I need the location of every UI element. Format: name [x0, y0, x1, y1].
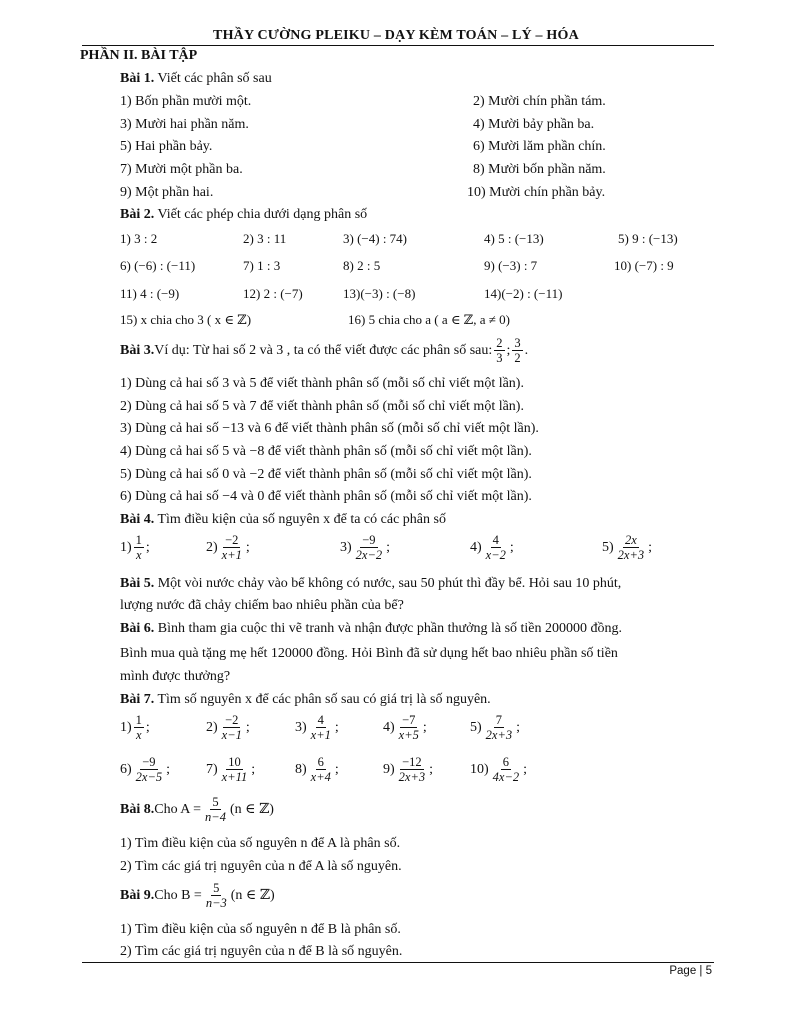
exercise-8-heading: Bài 8. Cho A = $\frac{5}{n-4}$ (n ∈ ℤ)	[120, 795, 274, 824]
list-item: 6) Mười lăm phần chín.	[473, 139, 606, 154]
list-item: 10) (−7) : 9	[614, 258, 674, 273]
list-item: 1) Bốn phần mười một.	[120, 94, 252, 109]
fraction-item: 1) $\frac{1}{x}$ ;	[120, 713, 150, 742]
page-number: Page | 5	[669, 965, 712, 977]
list-item: 4) 5 : (−13)	[484, 231, 544, 246]
list-item: 1) Dùng cả hai số 3 và 5 để viết thành phân số (mỗi số chỉ viết một lần).	[120, 376, 524, 391]
list-item: 7) Mười một phần ba.	[120, 162, 243, 177]
exercise-2-heading: Bài 2. Viết các phép chia dưới dạng phân số	[120, 207, 368, 222]
list-item: 16) 5 chia cho a ( a ∈ ℤ, a ≠ 0)	[348, 312, 510, 327]
fraction-item: 4) $\frac{-7}{x+5}$ ;	[383, 713, 427, 742]
footer-rule	[82, 962, 714, 963]
exercise-1-heading: Bài 1. Viết các phân số sau	[120, 71, 272, 86]
fraction: $\frac{2}{3}$	[496, 336, 503, 365]
list-item: 7) 1 : 3	[243, 258, 281, 273]
list-item: 12) 2 : (−7)	[243, 286, 303, 301]
list-item: 5) Hai phần bảy.	[120, 139, 213, 154]
list-item: 1) Tìm điều kiện của số nguyên n để A là phân số.	[120, 836, 401, 851]
fraction-item: 2) $\frac{-2}{x-1}$ ;	[206, 713, 250, 742]
fraction: $\frac{3}{2}$	[514, 336, 521, 365]
section-title: PHẦN II. BÀI TẬP	[80, 48, 198, 63]
list-item: 8) Mười bốn phần năm.	[473, 162, 606, 177]
list-item: 2) Tìm các giá trị nguyên của n để A là số nguyên.	[120, 859, 402, 874]
list-item: 9) Một phần hai.	[120, 185, 214, 200]
list-item: 3) Dùng cả hai số −13 và 6 để viết thành phân số (mỗi số chỉ viết một lần).	[120, 421, 539, 436]
list-item: 10) Mười chín phần bảy.	[467, 185, 606, 200]
fraction-item: 10) $\frac{6}{4x-2}$ ;	[470, 755, 528, 784]
exercise-4-heading: Bài 4. Tìm điều kiện của số nguyên x để ta có các phân số	[120, 512, 446, 527]
fraction-item: 7) $\frac{10}{x+11}$ ;	[206, 755, 256, 784]
list-item: 14)(−2) : (−11)	[484, 286, 563, 301]
list-item: 4) Mười bảy phần ba.	[473, 117, 595, 132]
list-item: 1) Tìm điều kiện của số nguyên n để B là phân số.	[120, 922, 401, 937]
fraction-item: 2) $\frac{-2}{x+1}$ ;	[206, 533, 250, 562]
list-item: 2) Tìm các giá trị nguyên của n để B là số nguyên.	[120, 944, 403, 959]
list-item: 5) Dùng cả hai số 0 và −2 để viết thành phân số (mỗi số chỉ viết một lần).	[120, 467, 532, 482]
list-item: 6) Dùng cả hai số −4 và 0 để viết thành phân số (mỗi số chỉ viết một lần).	[120, 489, 532, 504]
fraction-item: 5) $\frac{7}{2x+3}$ ;	[470, 713, 521, 742]
list-item: 4) Dùng cả hai số 5 và −8 để viết thành phân số (mỗi số chỉ viết một lần).	[120, 444, 532, 459]
fraction-item: 3) $\frac{-9}{2x-2}$ ;	[340, 533, 391, 562]
list-item: 6) (−6) : (−11)	[120, 258, 196, 273]
fraction-item: 9) $\frac{-12}{2x+3}$ ;	[383, 755, 434, 784]
exercise-5-line-1: Bài 5. Một vòi nước chảy vào bể không có nước, sau 50 phút thì đầy bể. Hỏi sau 10 phút,	[120, 576, 622, 591]
list-item: 5) 9 : (−13)	[618, 231, 678, 246]
list-item: 13)(−3) : (−8)	[343, 286, 416, 301]
exercise-5-line-2: lượng nước đã chảy chiếm bao nhiêu phần của bể?	[120, 598, 404, 613]
fraction-item: 1) $\frac{1}{x}$ ;	[120, 533, 150, 562]
list-item: 15) x chia cho 3 ( x ∈ ℤ)	[120, 312, 252, 327]
list-item: 9) (−3) : 7	[484, 258, 538, 273]
exercise-6-line-3: mình được thưởng?	[120, 669, 231, 684]
fraction-item: 4) $\frac{4}{x-2}$ ;	[470, 533, 514, 562]
list-item: 2) Dùng cả hai số 5 và 7 để viết thành phân số (mỗi số chỉ viết một lần).	[120, 399, 524, 414]
fraction-item: 6) $\frac{-9}{2x-5}$ ;	[120, 755, 171, 784]
list-item: 3) Mười hai phần năm.	[120, 117, 249, 132]
list-item: 1) 3 : 2	[120, 231, 158, 246]
page-header-title: THẦY CƯỜNG PLEIKU – DẠY KÈM TOÁN – LÝ – HÓA	[213, 28, 579, 43]
fraction-item: 8) $\frac{6}{x+4}$ ;	[295, 755, 339, 784]
list-item: 2) 3 : 11	[243, 231, 287, 246]
header-rule	[82, 45, 714, 46]
list-item: 8) 2 : 5	[343, 258, 381, 273]
fraction-item: 5) $\frac{2x}{2x+3}$ ;	[602, 533, 653, 562]
list-item: 11) 4 : (−9)	[120, 286, 180, 301]
exercise-7-heading: Bài 7. Tìm số nguyên x để các phân số sau có giá trị là số nguyên.	[120, 692, 491, 707]
exercise-6-line-1: Bài 6. Bình tham gia cuộc thi vẽ tranh và nhận được phần thưởng là số tiền 200000 đồng.	[120, 621, 623, 636]
list-item: 3) (−4) : 74)	[343, 231, 408, 246]
list-item: 2) Mười chín phần tám.	[473, 94, 606, 109]
exercise-6-line-2: Bình mua quà tặng mẹ hết 120000 đồng. Hỏi Bình đã sử dụng hết bao nhiêu phần số tiền	[120, 646, 618, 661]
exercise-3-heading: Bài 3. Ví dụ: Từ hai số 2 và 3 , ta có thể viết được các phân số sau: $\frac{2}{3}$ ; $\frac{3}{2}$ .	[120, 336, 529, 365]
fraction-item: 3) $\frac{4}{x+1}$ ;	[295, 713, 339, 742]
exercise-9-heading: Bài 9. Cho B = $\frac{5}{n-3}$ (n ∈ ℤ)	[120, 881, 275, 910]
